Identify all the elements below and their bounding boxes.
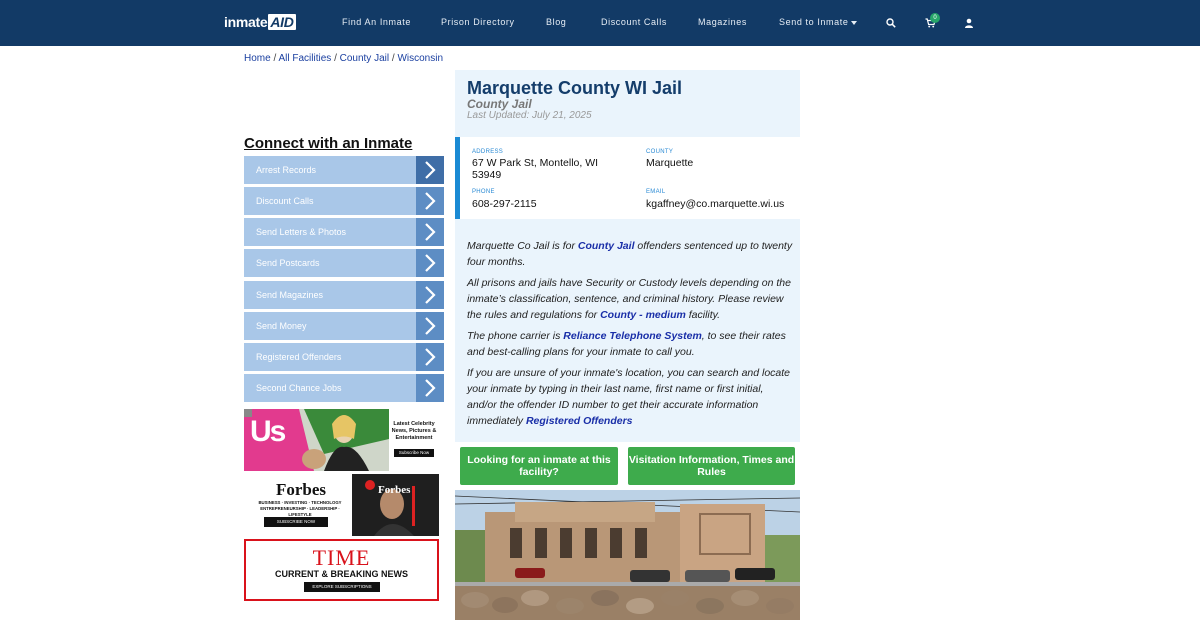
sidebar-item-label: Send Money — [256, 321, 307, 331]
user-icon[interactable] — [964, 15, 976, 27]
sidebar-item-label: Second Chance Jobs — [256, 383, 342, 393]
nav-magazines[interactable]: Magazines — [698, 17, 747, 27]
description-paragraph-4 — [467, 365, 793, 429]
breadcrumb-wisconsin[interactable]: Wisconsin — [397, 53, 444, 64]
description-text: Marquette Co Jail is for — [467, 240, 578, 252]
sidebar-item-label: Arrest Records — [256, 165, 317, 175]
facility-photo — [455, 490, 800, 620]
sidebar-item-send-magazines[interactable] — [244, 281, 444, 309]
description-text: offenders sentenced up to twenty four months. — [467, 240, 793, 268]
forbes-tagline — [250, 500, 350, 518]
nav-find-an-inmate[interactable]: Find An Inmate — [342, 17, 411, 27]
facility-type: County Jail — [467, 97, 532, 111]
phone-label: PHONE — [472, 189, 495, 195]
county-medium-link[interactable]: County - medium — [600, 309, 686, 321]
reliance-telephone-link[interactable]: Reliance Telephone System — [563, 330, 702, 342]
chevron-right-icon — [416, 312, 444, 340]
us-weekly-line3: Entertainment — [395, 435, 433, 441]
cart-count-badge: 0 — [930, 13, 940, 23]
last-updated: Last Updated: July 21, 2025 — [467, 110, 592, 121]
description-text: The phone carrier is — [467, 330, 564, 342]
description-text: , to see their rates and best-calling plans for your inmate to call you. — [467, 330, 786, 358]
logo-aid-text: AID — [270, 14, 294, 30]
visitation-info-button[interactable]: Visitation Information, Times and Rules — [628, 447, 795, 485]
sidebar-item-send-money[interactable] — [244, 312, 444, 340]
breadcrumb-separator: / — [273, 53, 277, 64]
sidebar-item-label: Registered Offenders — [256, 352, 342, 362]
forbes-cover-logo: Forbes — [378, 484, 411, 496]
description-paragraph-2 — [467, 275, 793, 323]
address-line2: 53949 — [472, 169, 502, 181]
sidebar-item-label: Send Letters & Photos — [256, 227, 347, 237]
chevron-right-icon — [416, 156, 444, 184]
description-text: facility. — [685, 309, 721, 321]
description-text: All prisons and jails have Security or Custody levels depending on the inmate’s classification, sentence, and criminal history. Please review the rules and regulations for — [467, 277, 791, 321]
description-paragraph-3 — [467, 328, 793, 360]
us-weekly-logo: Us — [250, 415, 285, 448]
chevron-right-icon — [416, 249, 444, 277]
forbes-ad[interactable] — [244, 474, 439, 536]
time-ad[interactable] — [244, 539, 439, 601]
caret-down-icon — [851, 21, 857, 25]
sidebar-item-arrest-records[interactable] — [244, 156, 444, 184]
us-weekly-ad[interactable] — [244, 409, 439, 471]
sidebar-item-label: Send Magazines — [256, 290, 324, 300]
nav-send-to-inmate[interactable] — [779, 17, 857, 27]
breadcrumb-separator: / — [391, 53, 395, 64]
email-label: EMAIL — [646, 189, 666, 195]
chevron-right-icon — [416, 343, 444, 371]
time-tagline: CURRENT & BREAKING NEWS — [274, 569, 408, 579]
logo-text: inmate — [224, 14, 268, 30]
address-value — [472, 157, 598, 181]
breadcrumb-all-facilities[interactable]: All Facilities — [278, 53, 332, 64]
us-weekly-tagline — [390, 421, 438, 442]
sidebar-item-second-chance-jobs[interactable] — [244, 374, 444, 402]
nav-send-to-inmate-label: Send to Inmate — [779, 17, 849, 27]
breadcrumb — [244, 53, 443, 64]
sidebar-item-discount-calls[interactable] — [244, 187, 444, 215]
forbes-line2: ENTREPRENEURSHIP · LEADERSHIP · LIFESTYLE — [260, 506, 340, 517]
chevron-right-icon — [416, 187, 444, 215]
breadcrumb-home[interactable]: Home — [244, 53, 271, 64]
sidebar-item-label: Discount Calls — [256, 196, 314, 206]
forbes-line1: BUSINESS · INVESTING · TECHNOLOGY — [258, 500, 342, 505]
sidebar-item-label: Send Postcards — [256, 258, 320, 268]
connect-title: Connect with an Inmate — [244, 135, 413, 152]
nav-blog[interactable]: Blog — [546, 17, 567, 27]
us-weekly-line1: Latest Celebrity — [393, 421, 435, 427]
time-logo: TIME — [312, 545, 371, 570]
description-paragraph-1 — [467, 238, 793, 270]
address-line1: 67 W Park St, Montello, WI — [472, 157, 599, 169]
sidebar-item-registered-offenders[interactable] — [244, 343, 444, 371]
us-weekly-line2: News, Pictures & — [391, 428, 437, 434]
description-text: If you are unsure of your inmate's location, you can search and locate your inmate by typing in their last name, first name or first initial, and/or the offender ID number to get their accurate information immediately — [467, 367, 791, 427]
site-logo[interactable] — [224, 14, 296, 30]
breadcrumb-county-jail[interactable]: County Jail — [339, 53, 390, 64]
chevron-right-icon — [416, 374, 444, 402]
forbes-subscribe-button[interactable]: SUBSCRIBE NOW — [264, 517, 328, 527]
looking-for-inmate-button[interactable]: Looking for an inmate at this facility? — [460, 447, 618, 485]
us-weekly-subscribe-button[interactable]: Subscribe Now — [394, 449, 434, 457]
county-label: COUNTY — [646, 149, 674, 155]
nav-prison-directory[interactable]: Prison Directory — [441, 17, 515, 27]
facility-title: Marquette County WI Jail — [467, 78, 683, 98]
facility-photo-graphic — [455, 490, 800, 620]
search-icon[interactable] — [886, 15, 898, 27]
address-label: ADDRESS — [472, 149, 504, 155]
nav-discount-calls[interactable]: Discount Calls — [601, 17, 667, 27]
chevron-right-icon — [416, 281, 444, 309]
top-navbar — [0, 0, 1200, 46]
breadcrumb-separator: / — [334, 53, 337, 64]
sidebar-item-send-postcards[interactable] — [244, 249, 444, 277]
chevron-right-icon — [416, 218, 444, 246]
time-explore-button[interactable]: EXPLORE SUBSCRIPTIONS — [304, 582, 380, 592]
email-value[interactable]: kgaffney@co.marquette.wi.us — [646, 198, 785, 210]
registered-offenders-link[interactable]: Registered Offenders — [525, 415, 633, 427]
sidebar-item-send-letters-photos[interactable] — [244, 218, 444, 246]
county-value: Marquette — [646, 157, 694, 169]
county-jail-link[interactable]: County Jail — [577, 240, 635, 252]
forbes-logo: Forbes — [276, 480, 327, 499]
phone-value[interactable]: 608-297-2115 — [472, 198, 537, 210]
